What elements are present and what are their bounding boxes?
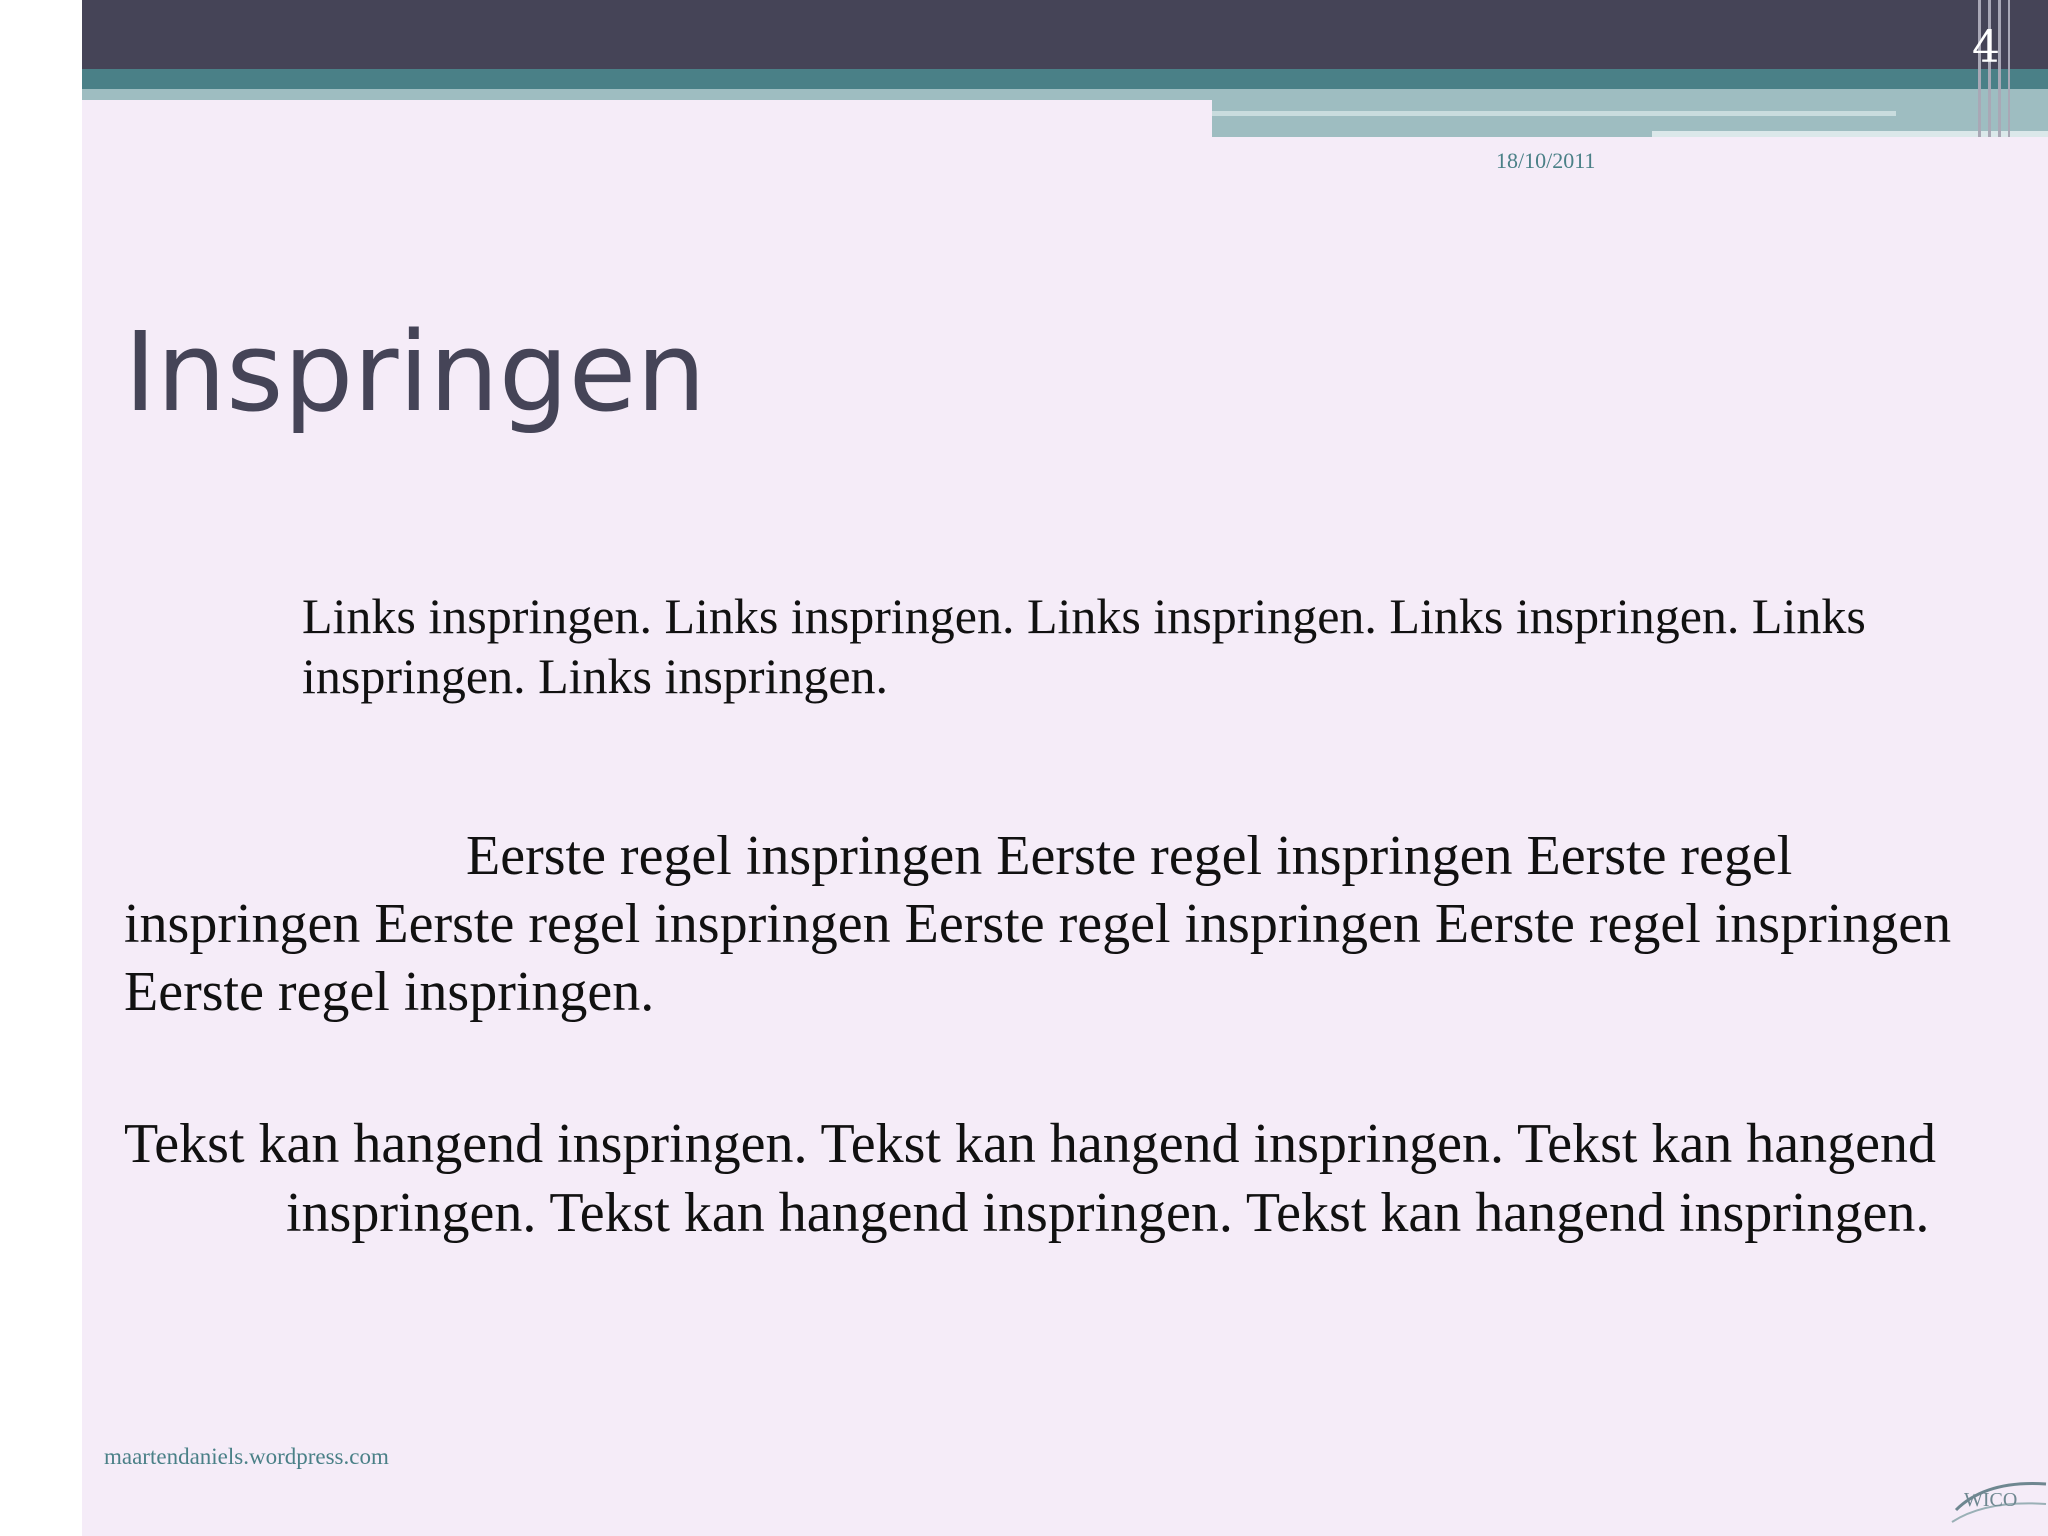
logo-text: WICO <box>1964 1489 2018 1511</box>
footer-website: maartendaniels.wordpress.com <box>104 1444 389 1469</box>
slide-date: 18/10/2011 <box>1496 148 1596 173</box>
header-bar <box>82 0 2048 69</box>
header-decorative-line <box>1212 111 1896 116</box>
header-light-band <box>82 89 1212 100</box>
slide-title: Inspringen <box>124 308 707 436</box>
page-number: 4 <box>1972 22 2000 73</box>
wico-logo <box>1946 1470 2048 1536</box>
paragraph-hanging-indent: Tekst kan hangend inspringen. Tekst kan hangend inspringen. Tekst kan hangend inspringen. Tekst kan hangend inspringen. Tekst kan hangend inspringen. <box>124 1113 1937 1244</box>
header-accent-band <box>82 69 2048 89</box>
slide <box>82 0 2048 1536</box>
paragraph-first-line-indent: Eerste regel inspringen Eerste regel inspringen Eerste regel inspringen Eerste regel inspringen Eerste regel inspringen Eerste regel inspringen Eerste regel inspringen. <box>124 825 1952 1023</box>
paragraph-left-indent: Links inspringen. Links inspringen. Links inspringen. Links inspringen. Links inspringen. Links inspringen. <box>302 588 1866 704</box>
decorative-stripe <box>2008 0 2010 137</box>
